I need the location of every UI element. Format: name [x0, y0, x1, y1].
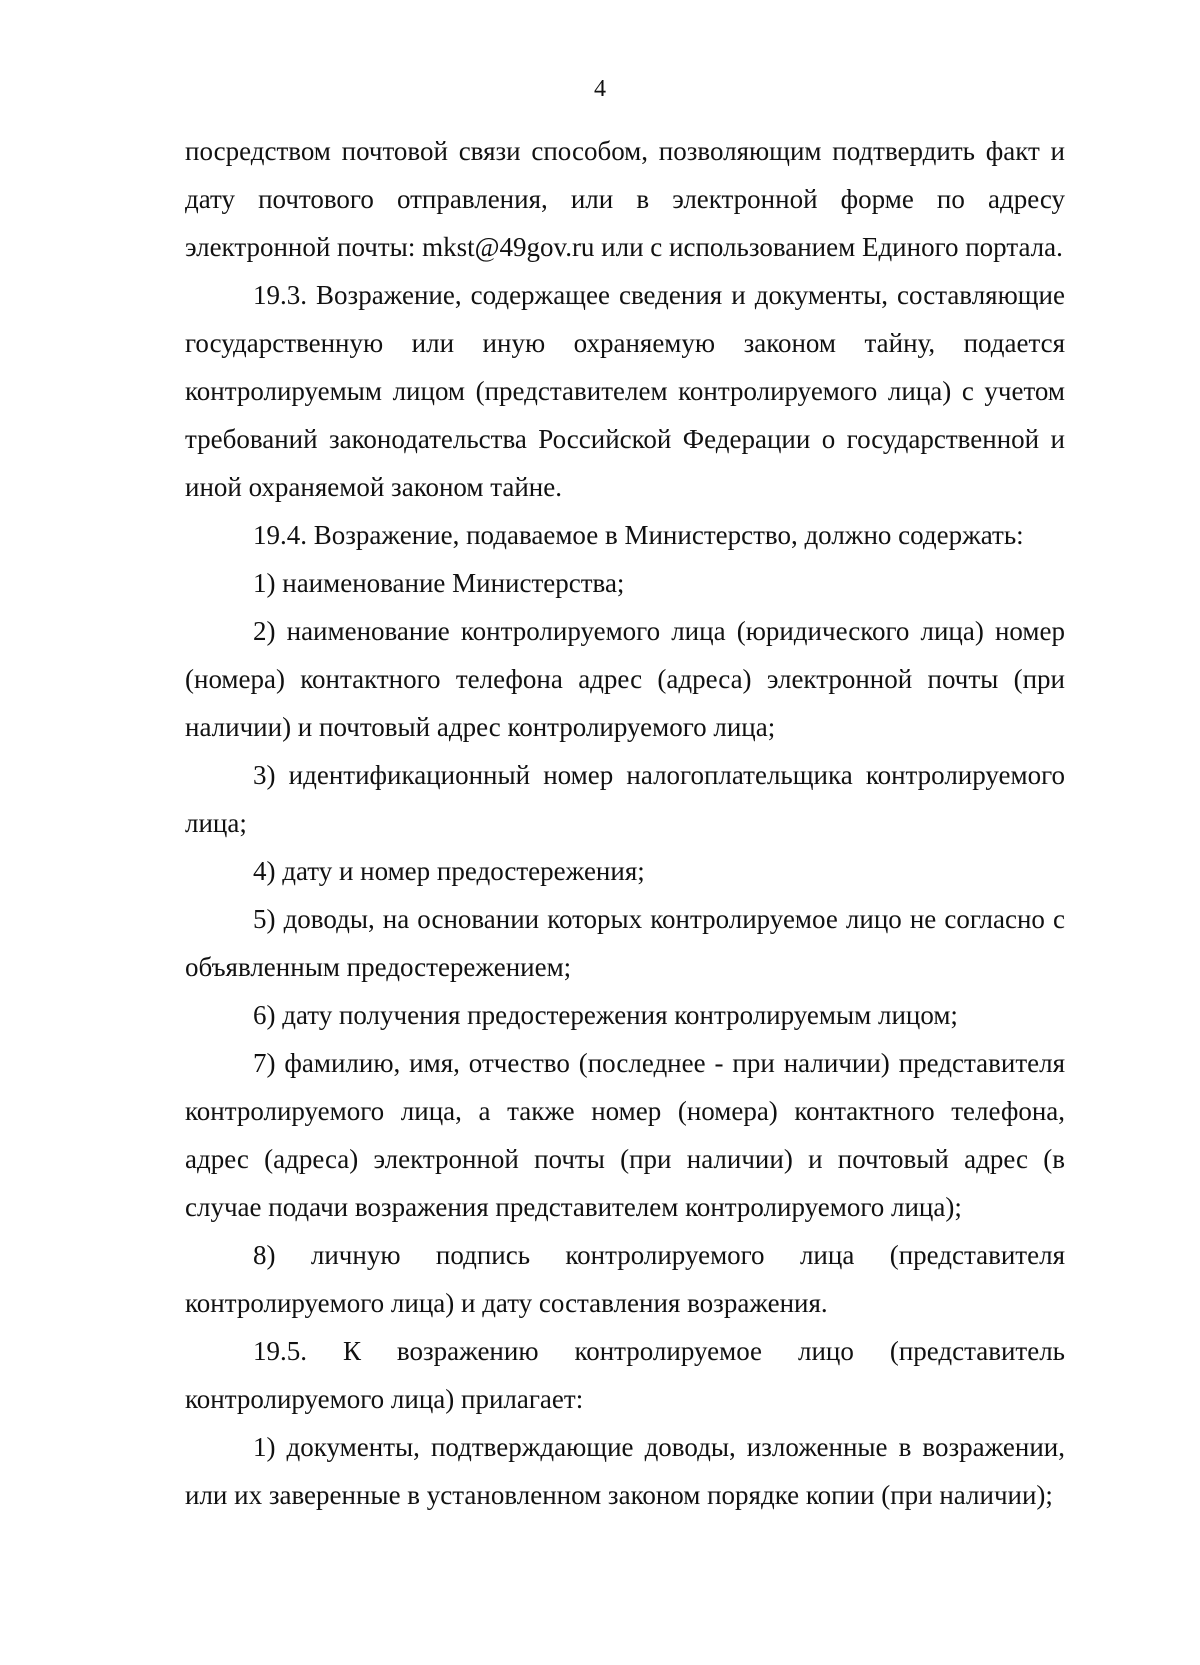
paragraph-19-5: 19.5. К возражению контролируемое лицо (представитель контролируемого лица) прилагает:	[185, 1336, 1065, 1414]
list-item-5: 5) доводы, на основании которых контролируемое лицо не согласно с объявленным предостережением;	[185, 904, 1065, 982]
list-item-4: 4) дату и номер предостережения;	[253, 856, 645, 886]
paragraph-19-3: 19.3. Возражение, содержащее сведения и документы, составляющие государственную или иную охраняемую законом тайну, подается контролируемым лицом (представителем контролируемого лица) с учетом требований законодательства Российской Федерации о государственной и иной охраняемой законом тайне.	[185, 280, 1065, 502]
list-item-6: 6) дату получения предостережения контролируемым лицом;	[253, 1000, 958, 1030]
paragraph-continuation: посредством почтовой связи способом, позволяющим подтвердить факт и дату почтового отправления, или в электронной форме по адресу электронной почты: mkst@49gov.ru или с использованием Единого портала.	[185, 136, 1065, 262]
list-item-2: 2) наименование контролируемого лица (юридического лица) номер (номера) контактного телефона адрес (адреса) электронной почты (при наличии) и почтовый адрес контролируемого лица;	[185, 616, 1065, 742]
list-item-8: 8) личную подпись контролируемого лица (представителя контролируемого лица) и дату составления возражения.	[185, 1240, 1065, 1318]
list-item-1: 1) наименование Министерства;	[253, 568, 625, 598]
list-item-7: 7) фамилию, имя, отчество (последнее - при наличии) представителя контролируемого лица, а также номер (номера) контактного телефона, адрес (адреса) электронной почты (при наличии) и почтовый адрес (в случае подачи возражения представителем контролируемого лица);	[185, 1048, 1065, 1222]
list-item-3: 3) идентификационный номер налогоплательщика контролируемого лица;	[185, 760, 1065, 838]
page-number: 4	[594, 76, 606, 102]
paragraph-19-4: 19.4. Возражение, подаваемое в Министерство, должно содержать:	[253, 520, 1024, 550]
attachment-item-1: 1) документы, подтверждающие доводы, изложенные в возражении, или их заверенные в установленном законом порядке копии (при наличии);	[185, 1432, 1065, 1510]
document-body	[185, 127, 1065, 1519]
